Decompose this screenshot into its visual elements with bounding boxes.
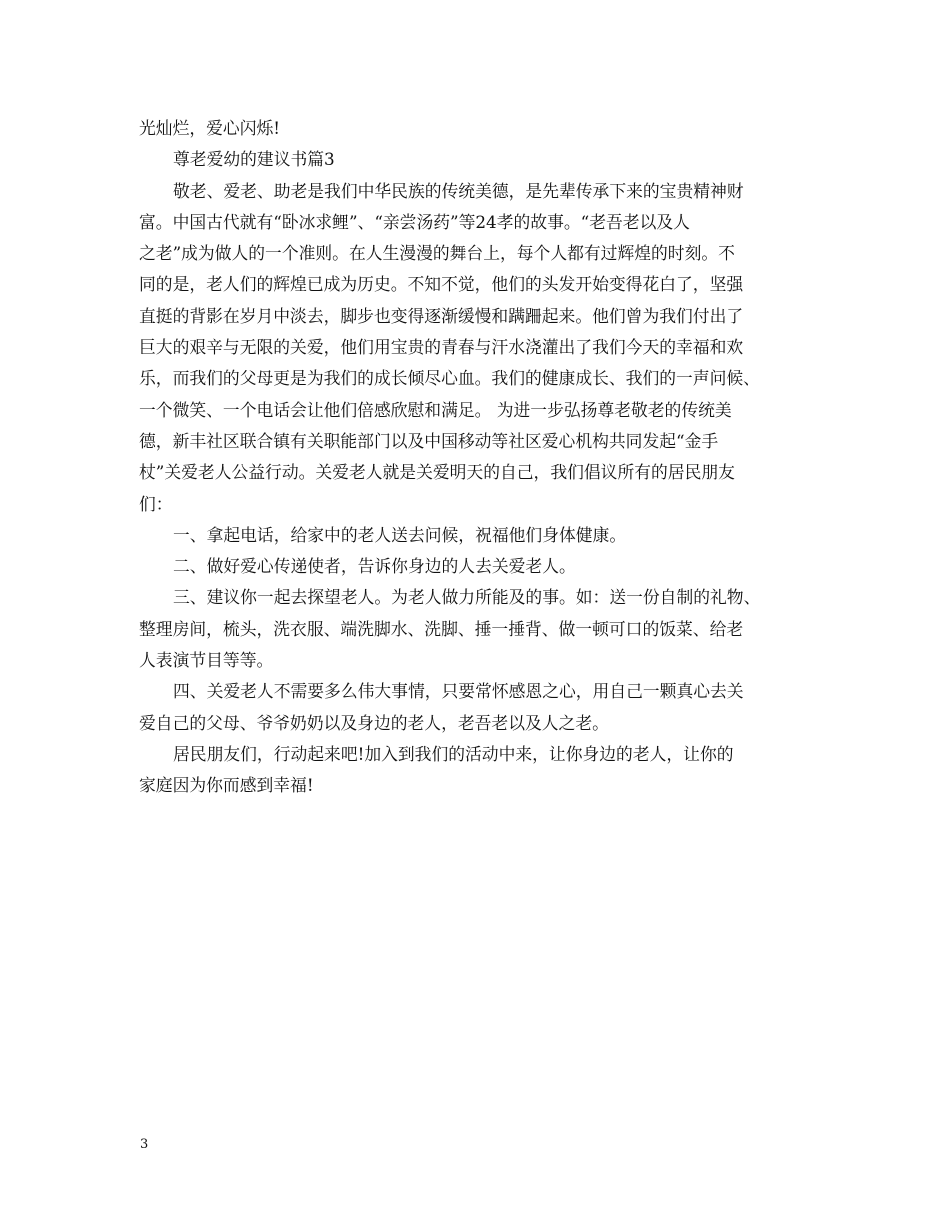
text-line: 杖”关爱老人公益行动。关爱老人就是关爱明天的自己，我们倡议所有的居民朋友: [139, 462, 735, 483]
text-line: 二、做好爱心传递使者，告诉你身边的人去关爱老人。: [173, 556, 576, 577]
text-line: 三、建议你一起去探望老人。为老人做力所能及的事。如：送一份自制的礼物、: [173, 587, 761, 608]
text-line: 家庭因为你而感到幸福!: [139, 775, 314, 796]
text-line: 一个微笑、一个电话会让他们倍感欣慰和满足。 为进一步弘扬尊老敬老的传统美: [139, 399, 732, 420]
text-line: 们：: [139, 493, 173, 514]
text-line: 巨大的艰辛与无限的关爱，他们用宝贵的青春与汗水浇灌出了我们今天的幸福和欢: [139, 337, 744, 358]
document-body: [139, 113, 815, 802]
text-line: 富。中国古代就有“卧冰求鲤”、“亲尝汤药”等24孝的故事。“老吾老以及人: [139, 211, 690, 232]
text-line: 德，新丰社区联合镇有关职能部门以及中国移动等社区爱心机构共同发起“金手: [139, 430, 719, 451]
text-line: 乐，而我们的父母更是为我们的成长倾尽心血。我们的健康成长、我们的一声问候、: [139, 368, 760, 389]
text-line: 居民朋友们，行动起来吧!加入到我们的活动中来，让你身边的老人，让你的: [173, 743, 734, 764]
text-line: 之老”成为做人的一个准则。在人生漫漫的舞台上，每个人都有过辉煌的时刻。不: [139, 243, 735, 264]
page-number: 3: [140, 1137, 149, 1152]
text-line: 整理房间，梳头，洗衣服、端洗脚水、洗脚、捶一捶背、做一顿可口的饭菜、给老: [139, 618, 744, 639]
text-line: 爱自己的父母、爷爷奶奶以及身边的老人，老吾老以及人之老。: [139, 712, 609, 733]
text-line: 人表演节目等等。: [139, 650, 274, 671]
text-line: 光灿烂，爱心闪烁!: [139, 118, 280, 138]
text-line: 同的是，老人们的辉煌已成为历史。不知不觉，他们的头发开始变得花白了，坚强: [139, 274, 744, 295]
text-line: 四、关爱老人不需要多么伟大事情，只要常怀感恩之心，用自己一颗真心去关: [173, 681, 744, 702]
text-line: 直挺的背影在岁月中淡去，脚步也变得逐渐缓慢和蹒跚起来。他们曾为我们付出了: [139, 305, 744, 326]
text-line: 尊老爱幼的建议书篇3: [173, 149, 335, 170]
text-line: 敬老、爱老、助老是我们中华民族的传统美德，是先辈传承下来的宝贵精神财: [173, 180, 744, 201]
text-line: 一、拿起电话，给家中的老人送去问候，祝福他们身体健康。: [173, 524, 627, 545]
